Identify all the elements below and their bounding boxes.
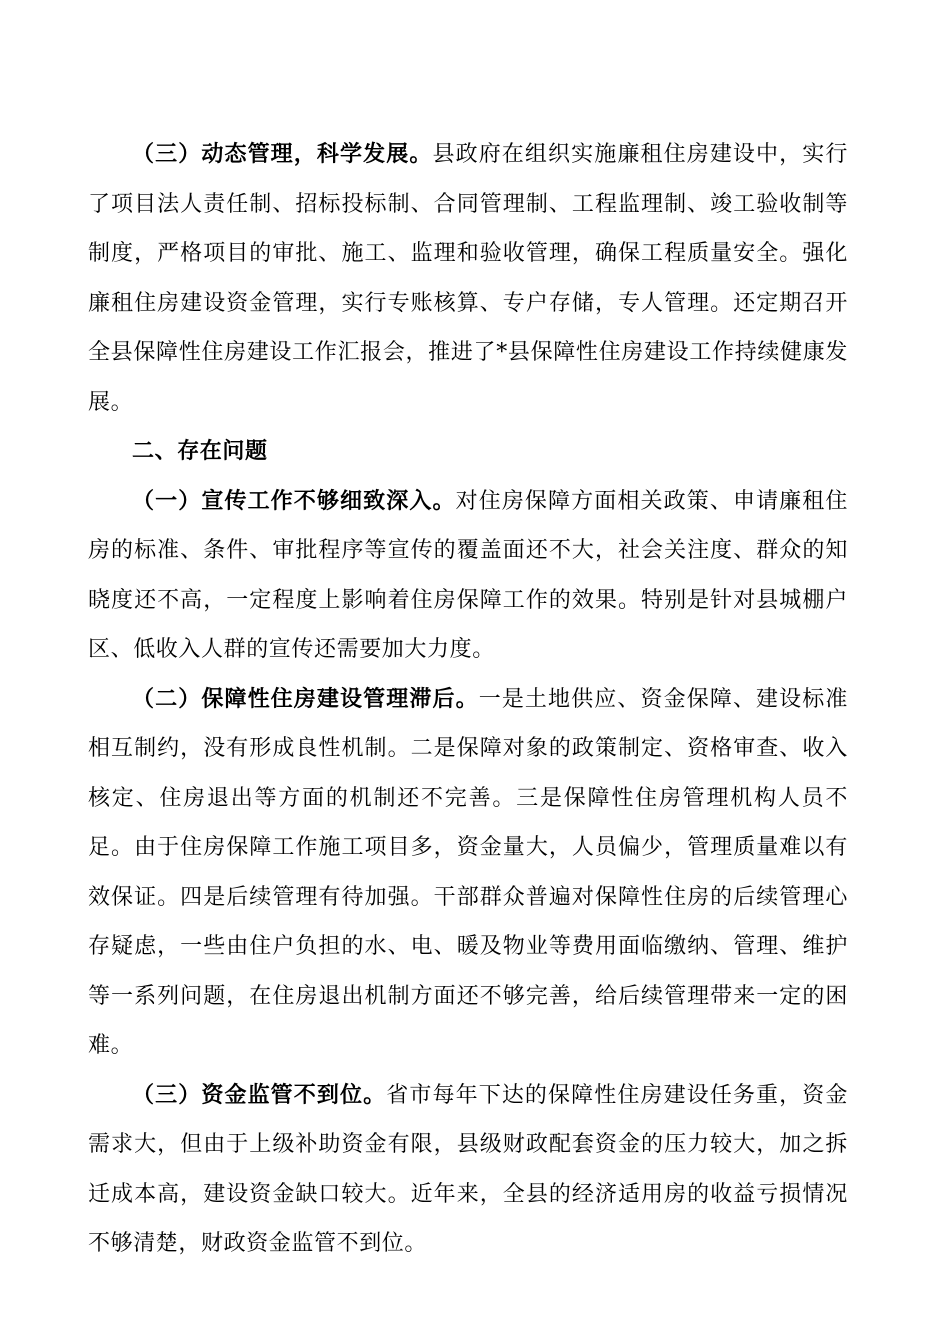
paragraph-lead: （三）动态管理，科学发展。: [132, 141, 433, 167]
paragraph-fund-supervision: [88, 1071, 848, 1269]
paragraph-lead: （三）资金监管不到位。: [132, 1081, 387, 1108]
section-heading-problems: 二、存在问题: [132, 438, 268, 464]
paragraph-management-lag: [88, 675, 848, 1071]
paragraph-text: 省市每年下达的保障性住房建设任务重，资金需求大，但由于上级补助资金有限，县级财政配套资金的压力较大，加之拆迁成本高，建设资金缺口较大。近年来，全县的经济适用房的收益亏损情况不够清楚，财政资金监管不到位。: [88, 1082, 848, 1256]
paragraph-text: 县政府在组织实施廉租住房建设中，实行了项目法人责任制、招标投标制、合同管理制、工程监理制、竣工验收制等制度，严格项目的审批、施工、监理和验收管理，确保工程质量安全。强化廉租住房建设资金管理，实行专账核算、专户存储，专人管理。还定期召开全县保障性住房建设工作汇报会，推进了*县保障性住房建设工作持续健康发展。: [88, 142, 848, 415]
document-body: [88, 130, 848, 1269]
paragraph-publicity: [88, 477, 848, 675]
paragraph-lead: （一）宣传工作不够细致深入。: [132, 487, 456, 514]
paragraph-dynamic-management: [88, 130, 848, 427]
paragraph-lead: （二）保障性住房建设管理滞后。: [132, 685, 479, 712]
paragraph-text: 一是土地供应、资金保障、建设标准相互制约，没有形成良性机制。二是保障对象的政策制定、资格审查、收入核定、住房退出等方面的机制还不完善。三是保障性住房管理机构人员不足。由于住房保障工作施工项目多，资金量大，人员偏少，管理质量难以有效保证。四是后续管理有待加强。干部群众普遍对保障性住房的后续管理心存疑虑，一些由住户负担的水、电、暖及物业等费用面临缴纳、管理、维护等一系列问题，在住房退出机制方面还不够完善，给后续管理带来一定的困难。: [88, 686, 848, 1058]
paragraph-text: 对住房保障方面相关政策、申请廉租住房的标准、条件、审批程序等宣传的覆盖面还不大，社会关注度、群众的知晓度还不高，一定程度上影响着住房保障工作的效果。特别是针对县城棚户区、低收入人群的宣传还需要加大力度。: [88, 488, 849, 662]
